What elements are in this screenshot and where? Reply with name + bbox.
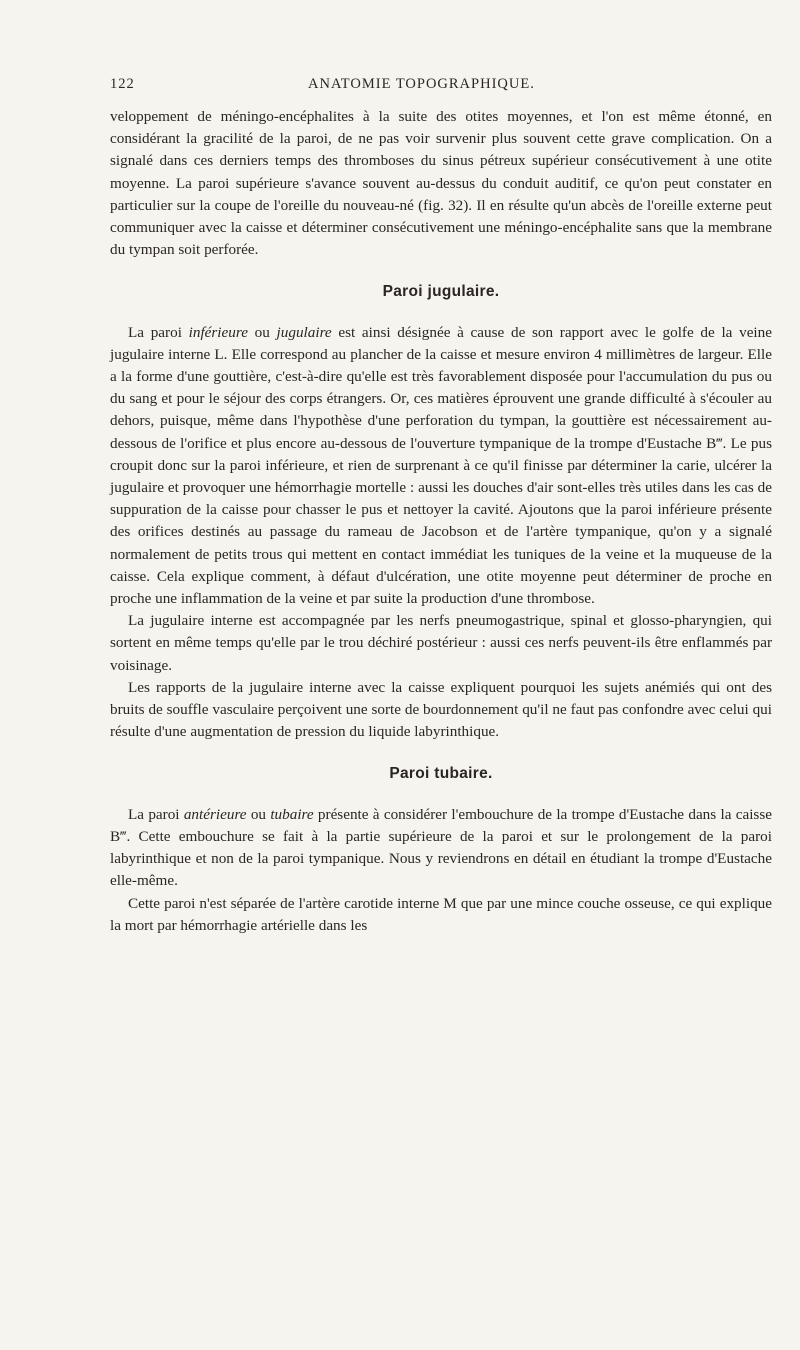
- paragraph-jugulaire-1: [110, 322, 772, 611]
- paragraph-tubaire-1: [110, 804, 772, 893]
- running-title: ANATOMIE TOPOGRAPHIQUE.: [308, 76, 535, 92]
- italic-term-inferieure: inférieure: [188, 323, 248, 341]
- italic-term-anterieure: antérieure: [183, 805, 247, 823]
- section-heading-tubaire: Paroi tubaire.: [389, 765, 493, 783]
- page-number: 122: [110, 76, 135, 92]
- text-run: La paroi: [128, 805, 184, 823]
- paragraph-continuation: veloppement de méningo-encéphalites à la suite des otites moyennes, et l'on est même étonné, en considérant la gracilité de la paroi, de ne pas voir survenir plus souvent cette grave complication. On a signalé dans ces derniers temps des thromboses du sinus pétreux supérieur consécutivement à une otite moyenne. La paroi supérieure s'avance souvent au-dessus du conduit auditif, ce qu'on peut constater en particulier sur la coupe de l'oreille du nouveau-né (fig. 32). Il en résulte qu'un abcès de l'oreille externe peut communiquer avec la caisse et déterminer consécutivement une méningo-encéphalite sans que la membrane du tympan soit perforée.: [110, 108, 772, 259]
- text-run: est ainsi désignée à cause de son rapport avec le golfe de la veine jugulaire interne L. Elle correspond au plancher de la caisse et mesure environ 4 millimètres de largeur. Elle a la forme d'une gouttière, c'est-à-dire qu'elle est très favorablement disposée pour l'accumulation du pus ou du sang et pour le séjour des corps étrangers. Or, ces matières éprouvent une grande difficulté à s'écouler au dehors, puisque, même dans l'hypothèse d'une perforation du tympan, la gouttière est nécessairement au-dessous de l'orifice et plus encore au-dessous de l'ouverture tympanique de la trompe d'Eustache B‴. Le pus croupit donc sur la paroi inférieure, et rien de surprenant à ce qu'il finisse par déterminer la carie, ulcérer la jugulaire et provoquer une hémorrhagie mortelle : aussi les douches d'air sont-elles très utiles dans les cas de suppuration de la caisse pour chasser le pus et nettoyer la cavité. Ajoutons que la paroi inférieure présente des orifices destinés au passage du rameau de Jacobson et de l'artère tympanique, qu'on y a signalé normalement de petits trous qui mettent en contact immédiat les tuniques de la veine et la muqueuse de la caisse. Cela explique comment, à défaut d'ulcération, une otite moyenne peut déterminer de proche en proche une inflammation de la veine et par suite la production d'une thrombose.: [110, 323, 772, 608]
- italic-term-jugulaire: jugulaire: [276, 323, 332, 341]
- section-heading-jugulaire: Paroi jugulaire.: [382, 283, 500, 301]
- page-body: [110, 106, 772, 937]
- text-run: ou: [246, 805, 271, 823]
- paragraph-jugulaire-3: Les rapports de la jugulaire interne avec la caisse expliquent pourquoi les sujets anémiés qui ont des bruits de souffle vasculaire perçoivent une sorte de bourdonnement qu'il ne faut pas confondre avec celui qui résulte d'une augmentation de pression du liquide labyrinthique.: [110, 678, 772, 741]
- text-run: La paroi: [128, 323, 189, 341]
- text-run: ou: [247, 323, 277, 341]
- text-run: présente à considérer l'embouchure de la trompe d'Eustache dans la caisse B‴. Cette embouchure se fait à la partie supérieure de la paroi et sur le prolongement de la paroi labyrinthique et non de la paroi tympanique. Nous y reviendrons en détail en étudiant la trompe d'Eustache elle-même.: [110, 805, 772, 890]
- paragraph-jugulaire-2: La jugulaire interne est accompagnée par les nerfs pneumogastrique, spinal et glosso-pharyngien, qui sortent en même temps qu'elle par le trou déchiré postérieur : aussi ces nerfs peuvent-ils être enflammés par voisinage.: [110, 612, 772, 674]
- italic-term-tubaire: tubaire: [270, 805, 314, 823]
- paragraph-tubaire-2: Cette paroi n'est séparée de l'artère carotide interne M que par une mince couche osseuse, ce qui explique la mort par hémorrhagie artérielle dans les: [110, 894, 772, 934]
- page-header: [110, 76, 770, 98]
